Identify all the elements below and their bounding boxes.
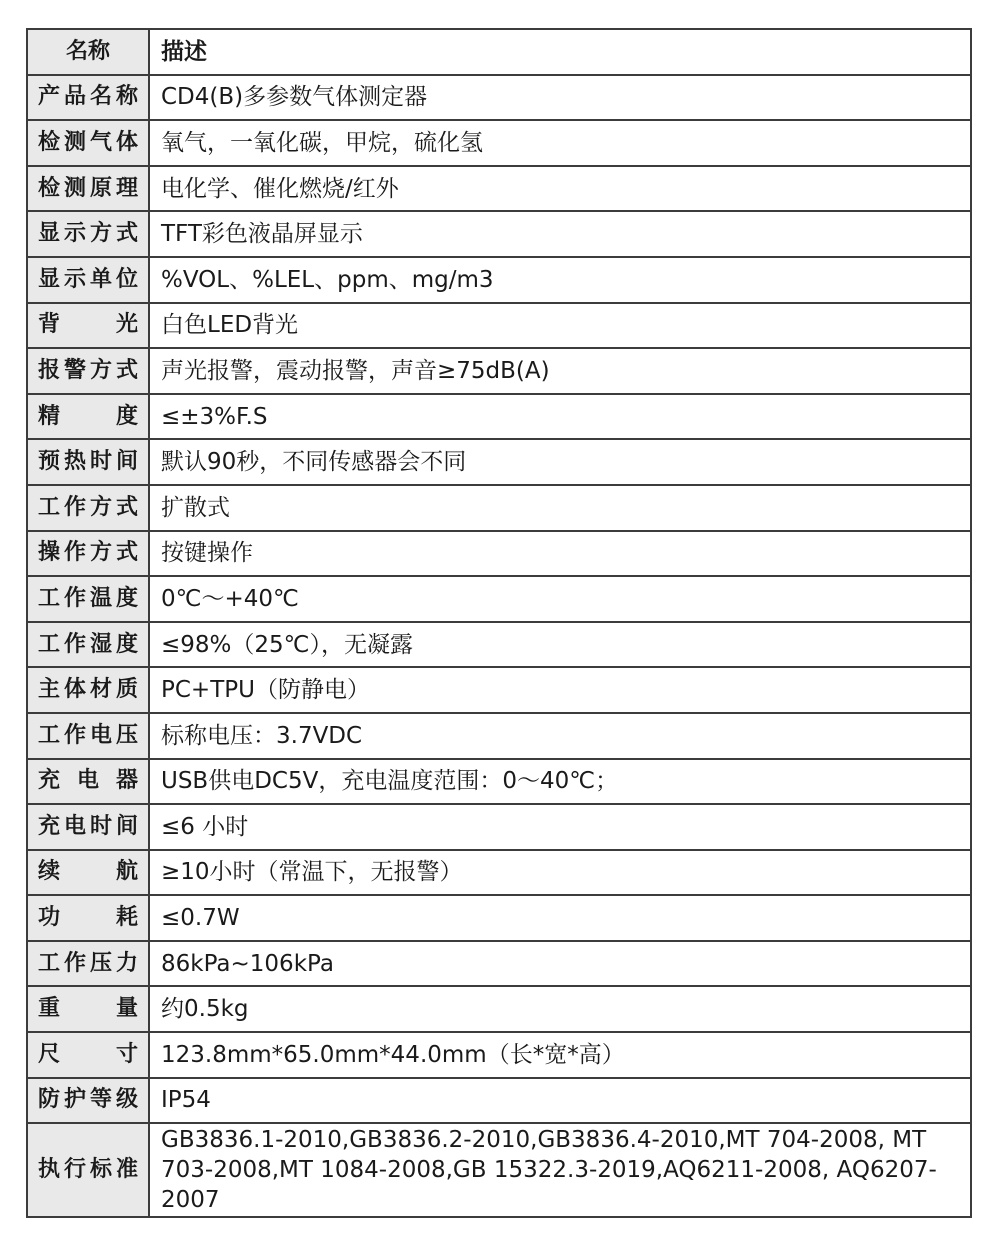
row-desc: IP54 xyxy=(149,1078,971,1124)
row-name: 报警方式 xyxy=(27,348,149,394)
row-desc: USB供电DC5V，充电温度范围：0～40℃； xyxy=(149,759,971,805)
row-desc: 按键操作 xyxy=(149,531,971,577)
row-name: 主体材质 xyxy=(27,667,149,713)
row-desc: ≥10小时（常温下，无报警） xyxy=(149,850,971,896)
row-name: 显示单位 xyxy=(27,257,149,303)
row-name: 检测原理 xyxy=(27,166,149,212)
table-row xyxy=(27,439,971,485)
table-row xyxy=(27,1032,971,1078)
row-desc: 86kPa~106kPa xyxy=(149,941,971,987)
row-name: 产品名称 xyxy=(27,75,149,121)
table-row xyxy=(27,211,971,257)
row-name: 执行标准 xyxy=(27,1123,149,1217)
row-name: 重量 xyxy=(27,986,149,1032)
row-desc: 氧气，一氧化碳，甲烷，硫化氢 xyxy=(149,120,971,166)
row-name: 工作方式 xyxy=(27,485,149,531)
row-desc: 白色LED背光 xyxy=(149,303,971,349)
table-row xyxy=(27,576,971,622)
row-desc: ≤0.7W xyxy=(149,895,971,941)
row-name: 工作温度 xyxy=(27,576,149,622)
row-desc: 默认90秒，不同传感器会不同 xyxy=(149,439,971,485)
row-name: 续航 xyxy=(27,850,149,896)
row-name: 预热时间 xyxy=(27,439,149,485)
table-row xyxy=(27,120,971,166)
row-name: 检测气体 xyxy=(27,120,149,166)
table-row xyxy=(27,75,971,121)
row-desc: CD4(B)多参数气体测定器 xyxy=(149,75,971,121)
row-desc: ≤6 小时 xyxy=(149,804,971,850)
row-desc: 123.8mm*65.0mm*44.0mm（长*宽*高） xyxy=(149,1032,971,1078)
row-desc: %VOL、%LEL、ppm、mg/m3 xyxy=(149,257,971,303)
row-name: 充电时间 xyxy=(27,804,149,850)
row-name: 充电器 xyxy=(27,759,149,805)
table-row xyxy=(27,804,971,850)
table-row xyxy=(27,622,971,668)
table-row xyxy=(27,1123,971,1217)
row-desc: 扩散式 xyxy=(149,485,971,531)
row-desc: 约0.5kg xyxy=(149,986,971,1032)
spec-table xyxy=(26,28,972,1218)
table-row xyxy=(27,759,971,805)
table-header-row xyxy=(27,29,971,75)
row-name: 显示方式 xyxy=(27,211,149,257)
table-row xyxy=(27,713,971,759)
row-desc: TFT彩色液晶屏显示 xyxy=(149,211,971,257)
table-row xyxy=(27,986,971,1032)
table-row xyxy=(27,667,971,713)
table-row xyxy=(27,485,971,531)
row-name: 工作湿度 xyxy=(27,622,149,668)
row-desc: 电化学、催化燃烧/红外 xyxy=(149,166,971,212)
table-row xyxy=(27,850,971,896)
row-desc: 声光报警，震动报警，声音≥75dB(A) xyxy=(149,348,971,394)
table-row xyxy=(27,1078,971,1124)
table-row xyxy=(27,166,971,212)
header-name: 名称 xyxy=(27,29,149,75)
row-name: 防护等级 xyxy=(27,1078,149,1124)
row-name: 工作压力 xyxy=(27,941,149,987)
table-row xyxy=(27,531,971,577)
row-desc: GB3836.1-2010,GB3836.2-2010,GB3836.4-2010,MT 704-2008, MT 703-2008,MT 1084-2008,GB 15322.3-2019,AQ6211-2008, AQ6207-2007 xyxy=(149,1123,971,1217)
table-row xyxy=(27,303,971,349)
row-desc: PC+TPU（防静电） xyxy=(149,667,971,713)
row-desc: ≤±3%F.S xyxy=(149,394,971,440)
row-name: 精度 xyxy=(27,394,149,440)
header-desc: 描述 xyxy=(149,29,971,75)
row-name: 尺寸 xyxy=(27,1032,149,1078)
row-desc: ≤98%（25℃），无凝露 xyxy=(149,622,971,668)
row-desc: 0℃～+40℃ xyxy=(149,576,971,622)
table-row xyxy=(27,257,971,303)
table-row xyxy=(27,394,971,440)
row-name: 功耗 xyxy=(27,895,149,941)
row-name: 背光 xyxy=(27,303,149,349)
table-row xyxy=(27,941,971,987)
row-name: 操作方式 xyxy=(27,531,149,577)
table-row xyxy=(27,348,971,394)
table-row xyxy=(27,895,971,941)
row-desc: 标称电压：3.7VDC xyxy=(149,713,971,759)
row-name: 工作电压 xyxy=(27,713,149,759)
